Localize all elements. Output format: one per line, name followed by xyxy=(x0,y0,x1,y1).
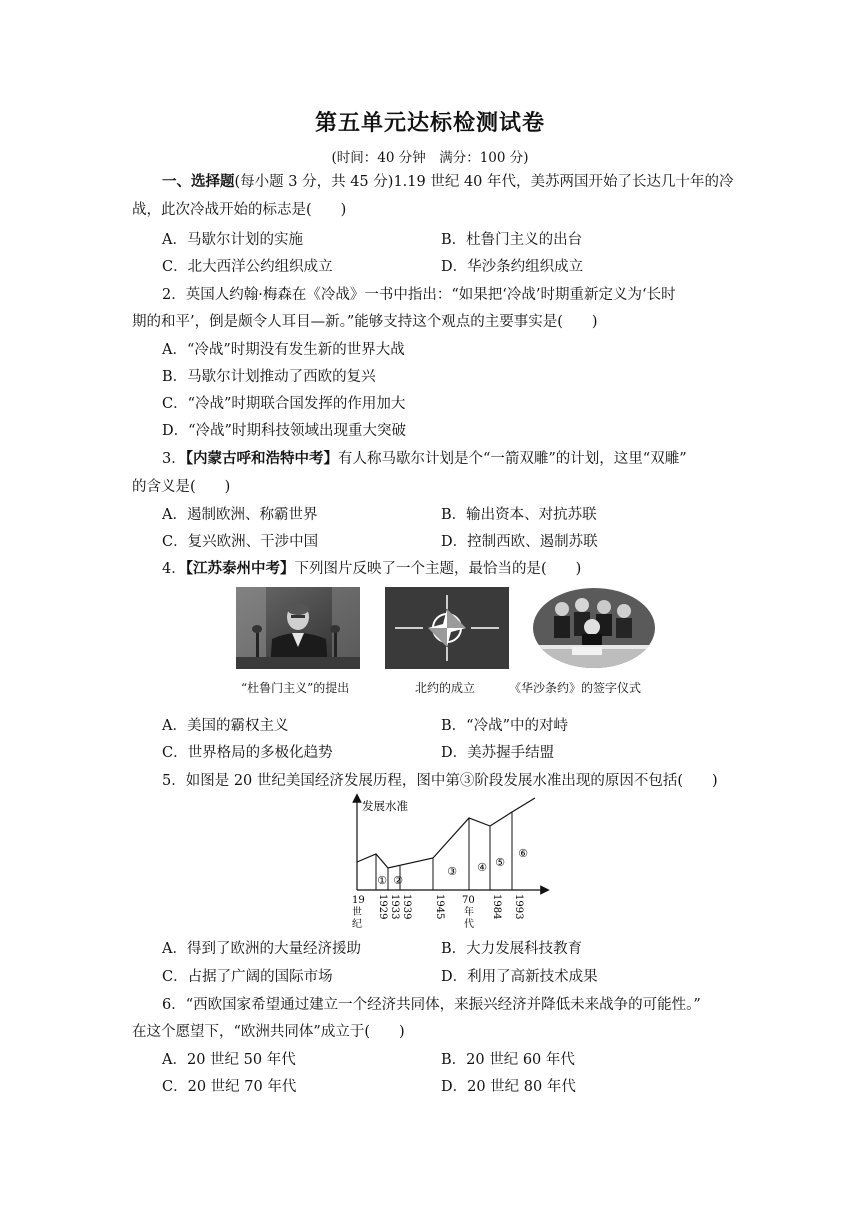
q4-option-b: B．“冷战”中的对峙 xyxy=(441,718,568,734)
section-heading: 一、选择题 xyxy=(162,173,235,190)
x-label-1929: 1929 xyxy=(377,894,388,920)
caption-warsaw-pact: 《华沙条约》的签字仪式 xyxy=(509,681,642,695)
stage-label-2: ② xyxy=(393,874,403,887)
q2-option-b: B．马歇尔计划推动了西欧的复兴 xyxy=(162,369,376,385)
x-label-1984: 1984 xyxy=(491,894,502,920)
q6-option-d: D．20 世纪 80 年代 xyxy=(441,1079,576,1095)
x-label-1939: 1939 xyxy=(401,894,412,920)
q1-option-d: D．华沙条约组织成立 xyxy=(441,259,584,275)
x-label-70s-1: 70 xyxy=(462,895,475,906)
q1-option-b: B．杜鲁门主义的出台 xyxy=(441,232,583,248)
q5-option-a: A．得到了欧洲的大量经济援助 xyxy=(162,941,361,957)
stage-label-1: ① xyxy=(377,874,387,887)
question-6-stem-cont: 在这个愿望下，“欧洲共同体”成立于( ) xyxy=(132,1024,405,1040)
warsaw-pact-signing-photo xyxy=(532,587,656,669)
q4-option-a: A．美国的霸权主义 xyxy=(162,718,289,734)
q6-option-b: B．20 世纪 60 年代 xyxy=(441,1052,575,1068)
q3-option-c: C．复兴欧洲、干涉中国 xyxy=(162,534,319,550)
question-1-stem: 一、选择题(每小题 3 分，共 45 分)1.19 世纪 40 年代，美苏两国开始了长达几十年的冷 xyxy=(162,173,734,190)
question-6-stem: 6．“西欧国家希望通过建立一个经济共同体，来振兴经济并降低未来战争的可能性。” xyxy=(162,997,701,1013)
q5-option-b: B．大力发展科技教育 xyxy=(441,941,583,957)
x-label-19th-century-1: 19 xyxy=(352,895,365,906)
truman-doctrine-photo xyxy=(236,587,360,669)
question-3-source: 【内蒙古呼和浩特中考】 xyxy=(185,450,338,467)
exam-subtitle: (时间：40 分钟 满分：100 分) xyxy=(331,150,529,166)
question-5-stem: 5．如图是 20 世纪美国经济发展历程，图中第③阶段发展水准出现的原因不包括( ) xyxy=(162,773,718,789)
x-label-70s-2: 年 xyxy=(464,907,474,918)
q3-option-b: B．输出资本、对抗苏联 xyxy=(441,507,597,523)
stage-label-4: ④ xyxy=(477,861,487,874)
q3-option-d: D．控制西欧、遏制苏联 xyxy=(441,534,598,550)
question-4-stem: 4．【江苏泰州中考】下列图片反映了一个主题，最恰当的是( ) xyxy=(162,560,582,577)
section-note: (每小题 3 分，共 45 分) xyxy=(234,174,394,190)
chart-y-label: 发展水准 xyxy=(362,799,408,813)
stage-label-6: ⑥ xyxy=(518,847,528,860)
question-2-stem-cont: 期的和平’，倒是颇令人耳目—新。”能够支持这个观点的主要事实是( ) xyxy=(132,314,598,330)
x-label-19th-century-3: 纪 xyxy=(352,919,362,930)
q6-option-a: A．20 世纪 50 年代 xyxy=(162,1052,296,1068)
nato-flag-image xyxy=(385,587,509,669)
page-title: 第五单元达标检测试卷 xyxy=(314,111,545,136)
x-label-1945: 1945 xyxy=(434,894,445,920)
q3-option-a: A．遏制欧洲、称霸世界 xyxy=(162,507,318,523)
x-label-70s-3: 代 xyxy=(464,919,474,930)
q2-option-d: D．“冷战”时期科技领域出现重大突破 xyxy=(162,423,406,439)
question-1-stem-cont: 战，此次冷战开始的标志是( ) xyxy=(132,202,347,218)
x-label-19th-century-2: 世 xyxy=(352,907,362,918)
us-economy-chart xyxy=(340,792,555,937)
caption-nato: 北约的成立 xyxy=(415,681,476,695)
q5-option-d: D．利用了高新技术成果 xyxy=(441,969,598,985)
question-3-stem: 3．【内蒙古呼和浩特中考】有人称马歇尔计划是个“一箭双雕”的计划，这里“双雕” xyxy=(162,450,687,467)
question-4-source: 【江苏泰州中考】 xyxy=(185,560,295,577)
q2-option-c: C．“冷战”时期联合国发挥的作用加大 xyxy=(162,396,406,412)
x-label-1933: 1933 xyxy=(389,894,400,920)
q5-option-c: C．占据了广阔的国际市场 xyxy=(162,969,333,985)
q1-option-a: A．马歇尔计划的实施 xyxy=(162,232,303,248)
q4-option-c: C．世界格局的多极化趋势 xyxy=(162,745,333,761)
stage-label-5: ⑤ xyxy=(495,856,505,869)
x-label-1993: 1993 xyxy=(513,894,524,920)
q6-option-c: C．20 世纪 70 年代 xyxy=(162,1079,297,1095)
caption-truman-doctrine: “杜鲁门主义”的提出 xyxy=(241,681,350,695)
question-2-stem: 2．英国人约翰·梅森在《冷战》一书中指出：“如果把‘冷战’时期重新定义为‘长时 xyxy=(162,287,676,303)
q4-option-d: D．美苏握手结盟 xyxy=(441,745,555,761)
q1-option-c: C．北大西洋公约组织成立 xyxy=(162,259,333,275)
stage-label-3: ③ xyxy=(447,865,457,878)
question-3-stem-cont: 的含义是( ) xyxy=(132,479,231,495)
q2-option-a: A．“冷战”时期没有发生新的世界大战 xyxy=(162,342,405,358)
